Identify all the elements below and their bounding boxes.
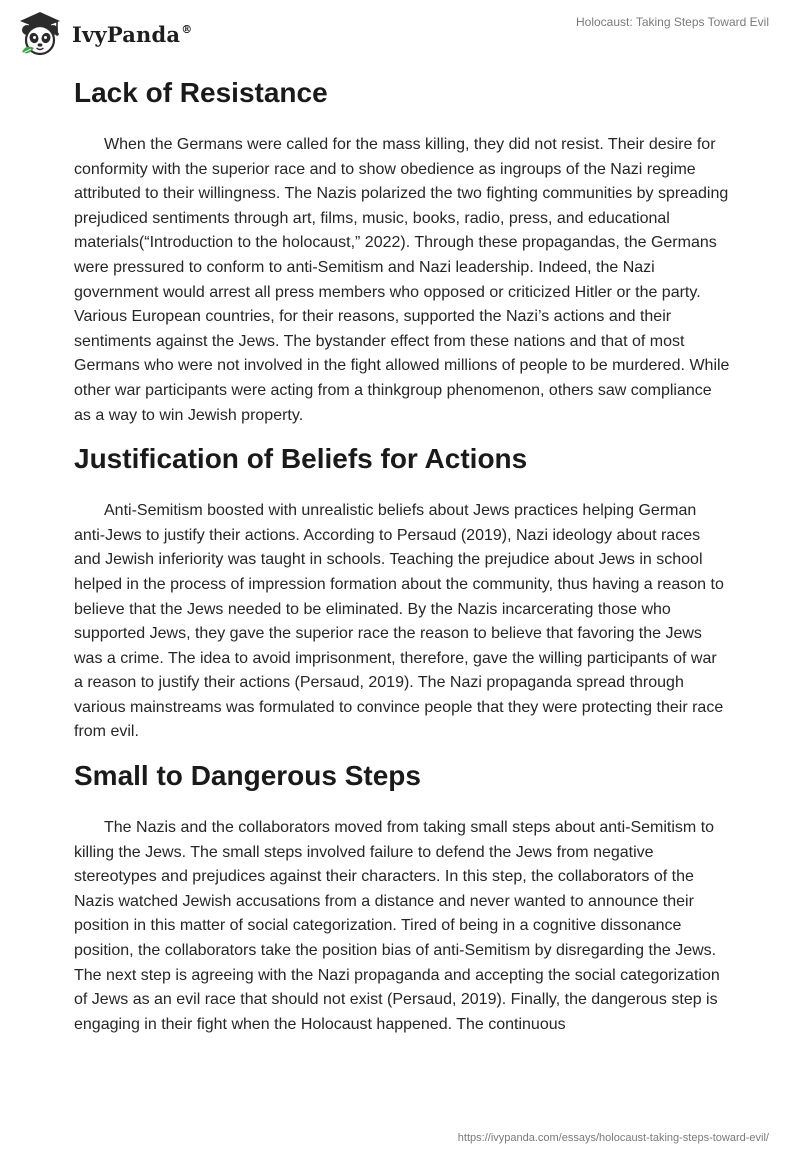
registered-mark: ® — [181, 22, 193, 36]
page-header — [0, 0, 800, 70]
document-title: Holocaust: Taking Steps Toward Evil — [576, 15, 769, 29]
section-paragraph: The Nazis and the collaborators moved from taking small steps about anti-Semitism to killing the Jews. The small steps involved failure to defend the Jews from negative stereotypes and prejudices against their characters. In this step, the collaborators of the Nazis watched Jewish accusations from a distance and never wanted to announce their position in this matter of social categorization. Tired of being in a cognitive dissonance position, the collaborators take the position bias of anti-Semitism by disregarding the Jews. The next step is agreeing with the Nazi propaganda and accepting the social categorization of Jews as an evil race that should not exist (Persaud, 2019). Finally, the dangerous step is engaging in their fight when the Holocaust happened. The continuous — [74, 819, 720, 1033]
essay-content — [74, 70, 730, 1037]
source-url-link[interactable]: https://ivypanda.com/essays/holocaust-taking-steps-toward-evil/ — [457, 1132, 769, 1144]
section-heading: Small to Dangerous Steps — [74, 760, 421, 792]
brand-name: IvyPanda® — [72, 21, 193, 47]
section-paragraph: When the Germans were called for the mass killing, they did not resist. Their desire for conformity with the superior race and to show obedience as ingroups of the Nazi regime attributed to their willingness. The Nazis polarized the two fighting communities by spreading prejudiced sentiments through art, films, music, books, radio, press, and educational materials(“Introduction to the holocaust,” 2022). Through these propagandas, the Germans were pressured to conform to anti-Semitism and Nazi leadership. Indeed, the Nazi government would arrest all press members who opposed or criticized Hitler or the party. Various European countries, for their reasons, supported the Nazi’s actions and their sentiments against the Jews. The bystander effect from these nations and that of most Germans who were not involved in the fight allowed millions of people to be murdered. While other war participants were acting from a thinkgroup phenomenon, others saw compliance as a way to win Jewish property. — [74, 136, 730, 424]
panda-graduate-icon — [14, 8, 66, 60]
section-heading: Lack of Resistance — [74, 77, 328, 108]
ivypanda-logo[interactable] — [14, 8, 192, 60]
section-paragraph: Anti-Semitism boosted with unrealistic beliefs about Jews practices helping German anti-Jews to justify their actions. According to Persaud (2019), Nazi ideology about races and Jewish inferiority was taught in schools. Teaching the prejudice about Jews in school helped in the process of impression formation about the community, thus having a reason to believe that the Jews needed to be eliminated. By the Nazis incarcerating those who supported Jews, they gave the superior race the reason to believe that favoring the Jews was a crime. The idea to avoid imprisonment, therefore, gave the willing participants of war a reason to justify their actions (Persaud, 2019). The Nazi propaganda spread through various mainstreams was formulated to convince people that they were protecting their race from evil. — [74, 502, 724, 741]
section-heading: Justification of Beliefs for Actions — [74, 443, 528, 475]
